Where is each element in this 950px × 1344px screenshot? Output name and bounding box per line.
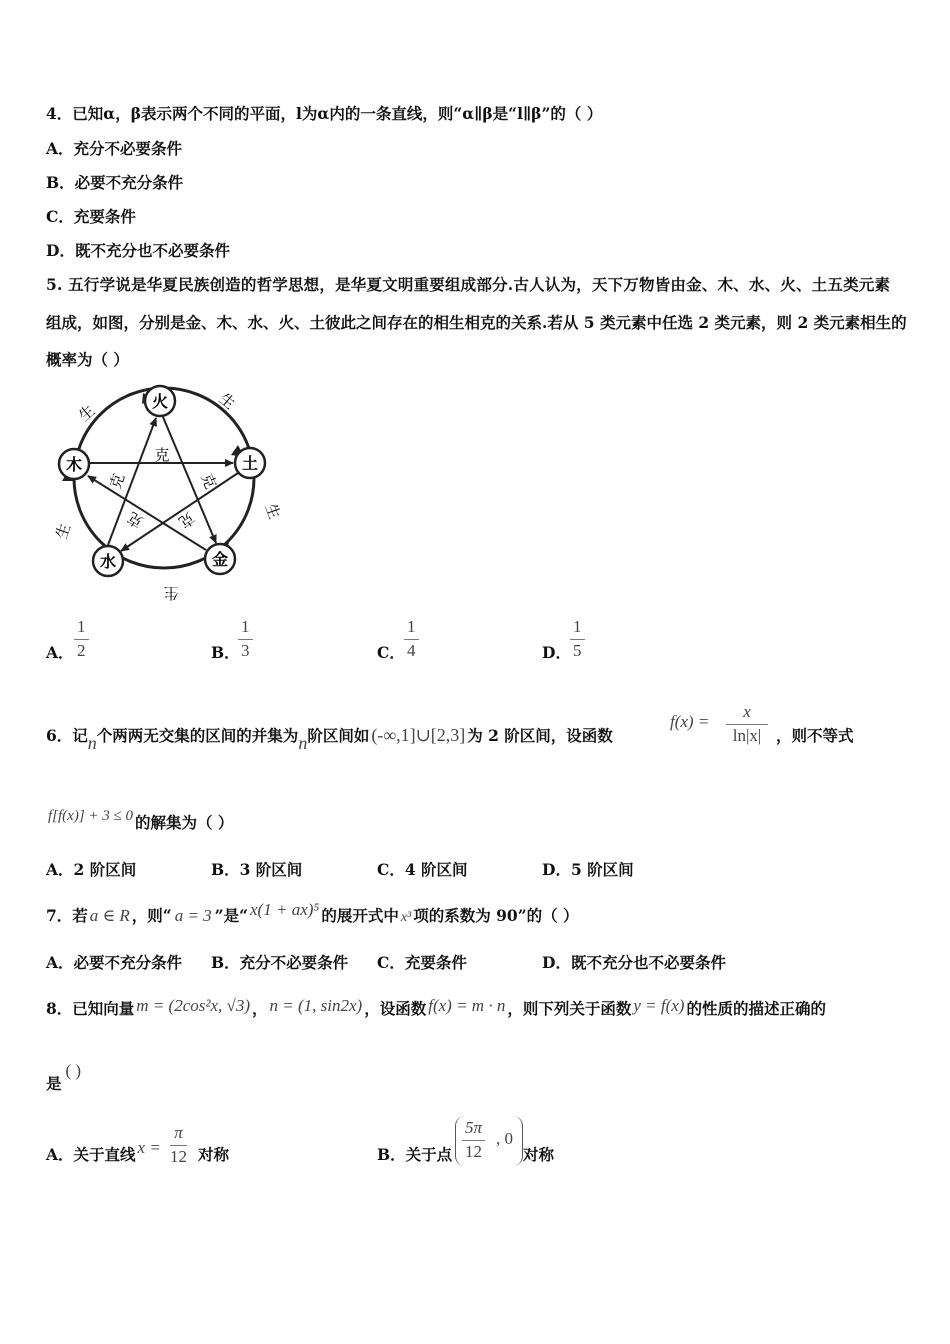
generate-label: 生: [52, 521, 75, 542]
node-water: [93, 546, 123, 576]
q6-stem-line1: 6．记n个两两无交集的区间的并集为n阶区间如 (-∞,1]∪[2,3] 为 2 阶区间，设函数: [46, 725, 613, 753]
q4-option-c: C．充要条件: [46, 207, 136, 226]
generate-label: 生: [215, 389, 239, 413]
q5-option-a-fraction: $\frac{1}{2}$: [74, 617, 89, 662]
q4-option-d: D．既不充分也不必要条件: [46, 241, 230, 260]
q5-option-b-fraction: $\frac{1}{3}$: [238, 617, 253, 662]
svg-text:水: 水: [99, 552, 117, 571]
overcome-label: 克: [154, 446, 170, 464]
generate-label: 生: [261, 501, 284, 522]
node-earth: [235, 448, 265, 478]
q8-option-a-post: 对称: [198, 1145, 230, 1164]
q6-option-c: C．4 阶区间: [377, 860, 468, 879]
q5-option-c-fraction: $\frac{1}{4}$: [404, 617, 419, 662]
q8-stem-line1: 8．已知向量 m = (2cos²x, √3) ， n = (1, sin2x) ，设函数 f(x) = m · n ，则下列关于函数 y = f(x) 的性质的描述正确的: [46, 996, 826, 1018]
q8-option-b: B．关于点: [377, 1145, 453, 1164]
q8-stem-line2: 是( ): [46, 1061, 82, 1093]
q8-option-a-fraction: $\frac{\pi}{12}$: [170, 1123, 187, 1166]
q8-option-a: A．关于直线 x =: [46, 1138, 161, 1164]
node-metal: [205, 544, 235, 574]
q4-option-b: B．必要不充分条件: [46, 173, 184, 192]
svg-text:火: 火: [151, 392, 169, 411]
generate-label: 生: [75, 401, 99, 425]
q8-option-b-fraction: $\frac{5\pi}{12}$: [462, 1118, 485, 1163]
generate-label: 生: [163, 584, 179, 602]
q6-option-b: B．3 阶区间: [211, 860, 303, 879]
svg-text:木: 木: [65, 455, 83, 474]
q7-option-d: D．既不充分也不必要条件: [542, 953, 726, 972]
q5-stem-line1: 5. 五行学说是华夏民族创造的哲学思想，是华夏文明重要组成部分.古人认为，天下万物皆由金、木、水、火、土五类元素: [46, 275, 891, 294]
five-elements-diagram: [46, 383, 286, 608]
q8-option-b-post: 对称: [523, 1145, 555, 1164]
overcome-label: 克: [106, 471, 129, 492]
q5-option-c-label: C．: [377, 643, 405, 662]
q7-option-c: C．充要条件: [377, 953, 467, 972]
q6-option-d: D．5 阶区间: [542, 860, 634, 879]
overcome-label: 克: [124, 508, 147, 532]
node-wood: [59, 449, 89, 479]
q5-option-b-label: B．: [211, 643, 240, 662]
q6-option-a: A．2 阶区间: [46, 860, 137, 879]
q5-option-d-label: D．: [542, 643, 571, 662]
q6-stem-tail: ，则不等式: [776, 726, 854, 745]
q4-stem: 4．已知α，β表示两个不同的平面，l为α内的一条直线，则“α∥β是“l∥β”的（ ）: [46, 104, 603, 123]
q5-option-a-label: A．: [46, 643, 74, 662]
q5-option-d-fraction: $\frac{1}{5}$: [570, 617, 585, 662]
q7-option-a: A．必要不充分条件: [46, 953, 183, 972]
q6-inequality-line: f[f(x)] + 3 ≤ 0 的解集为（ ）: [48, 808, 234, 832]
node-fire: [145, 386, 175, 416]
q4-option-a: A．充分不必要条件: [46, 139, 183, 158]
q7-stem: 7．若 a ∈ R ，则“ a = 3 ”是“ x(1 + ax)⁵ 的展开式中 x³ 项的系数为 90”的（ ）: [46, 900, 579, 925]
overcome-label: 克: [197, 470, 220, 492]
overcome-label: 克: [175, 508, 198, 532]
svg-text:土: 土: [241, 454, 259, 473]
q7-option-b: B．充分不必要条件: [211, 953, 349, 972]
q8-option-b-point: $\frac{5\pi}{12}$ , 0: [455, 1116, 523, 1166]
q5-stem-line3: 概率为（ ）: [46, 350, 129, 369]
q5-stem-line2: 组成，如图，分别是金、木、水、火、土彼此之间存在的相生相克的关系.若从 5 类元素中任选 2 类元素，则 2 类元素相生的: [46, 313, 907, 332]
svg-text:金: 金: [211, 550, 229, 569]
